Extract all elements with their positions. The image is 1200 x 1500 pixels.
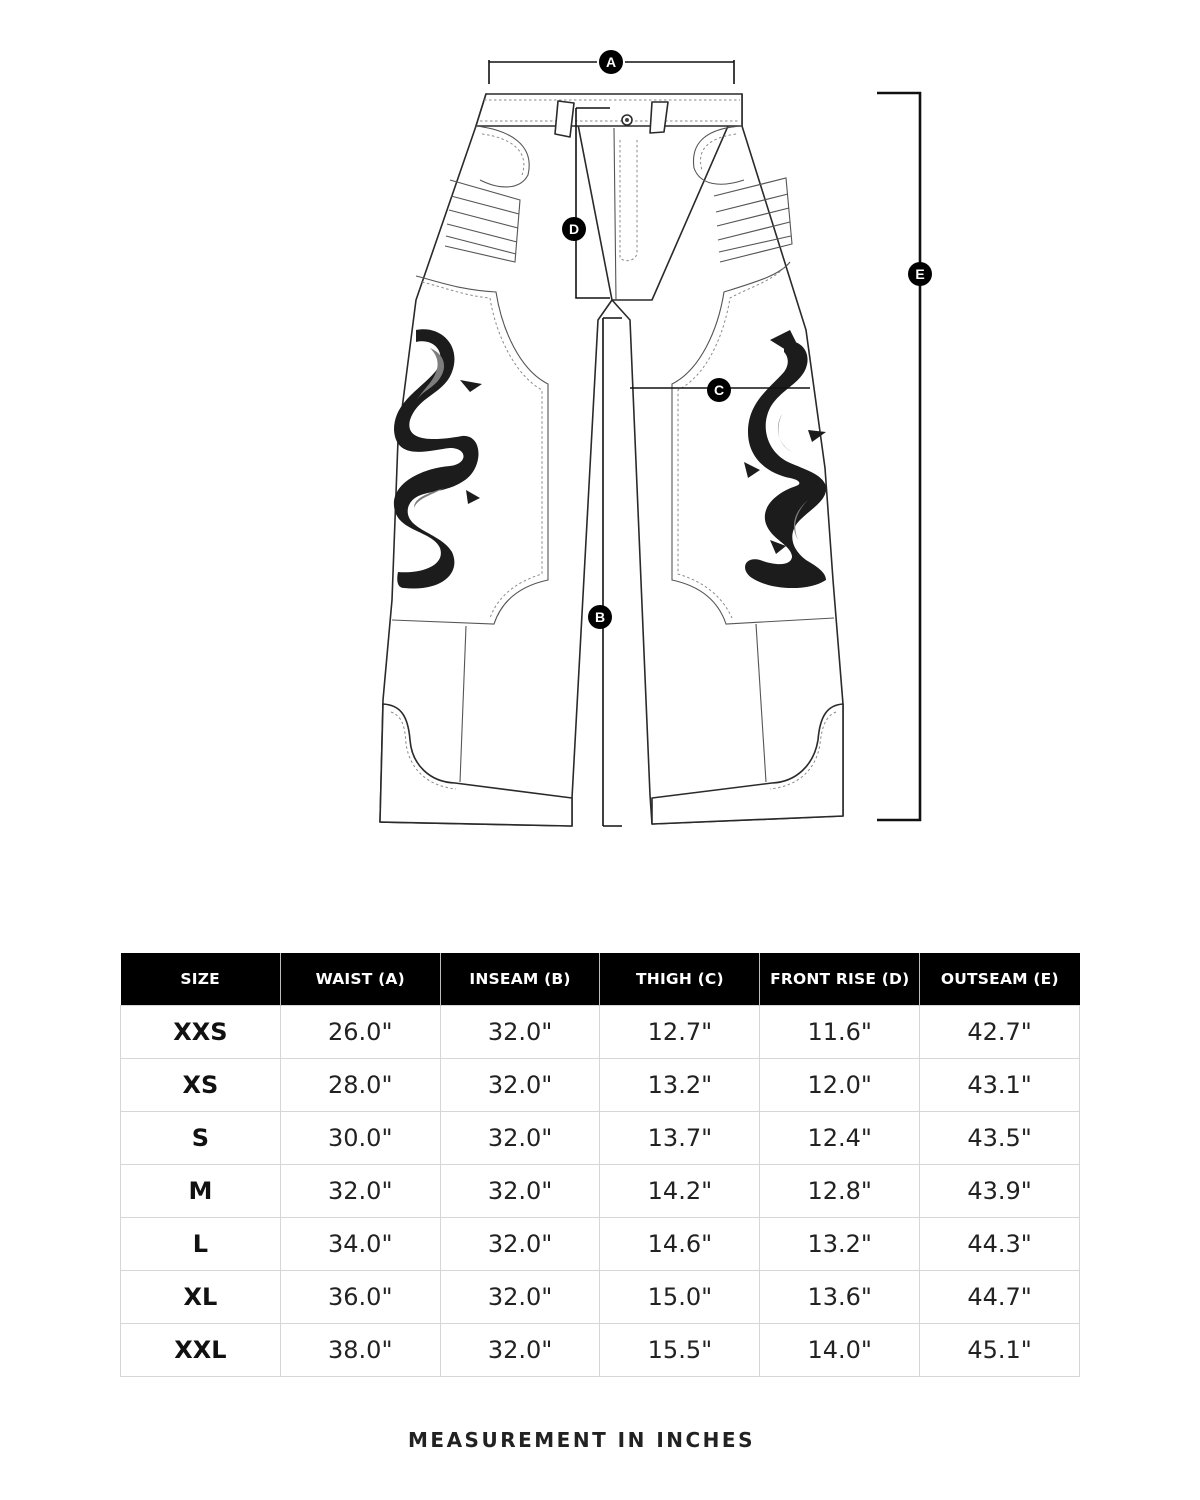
- front-rise-cell: 12.8": [760, 1165, 920, 1218]
- header-inseam: INSEAM (B): [440, 953, 600, 1006]
- measure-outseam: [877, 93, 920, 820]
- front-rise-cell: 11.6": [760, 1006, 920, 1059]
- outseam-cell: 45.1": [920, 1324, 1080, 1377]
- header-outseam: OUTSEAM (E): [920, 953, 1080, 1006]
- svg-text:C: C: [713, 382, 725, 398]
- size-cell: XS: [121, 1059, 281, 1112]
- size-cell: XXS: [121, 1006, 281, 1059]
- outseam-cell: 43.1": [920, 1059, 1080, 1112]
- outseam-cell: 44.7": [920, 1271, 1080, 1324]
- svg-text:B: B: [594, 609, 606, 625]
- table-row: [121, 1165, 1080, 1218]
- waist-cell: 34.0": [280, 1218, 440, 1271]
- waist-cell: 36.0": [280, 1271, 440, 1324]
- svg-text:D: D: [568, 221, 580, 237]
- inseam-cell: 32.0": [440, 1218, 600, 1271]
- front-rise-cell: 13.6": [760, 1271, 920, 1324]
- outseam-cell: 43.5": [920, 1112, 1080, 1165]
- svg-text:E: E: [915, 266, 925, 282]
- table-row: [121, 1271, 1080, 1324]
- table-row: [121, 1006, 1080, 1059]
- front-rise-cell: 13.2": [760, 1218, 920, 1271]
- table-header-row: [121, 953, 1080, 1006]
- thigh-cell: 13.7": [600, 1112, 760, 1165]
- thigh-cell: 12.7": [600, 1006, 760, 1059]
- size-cell: S: [121, 1112, 281, 1165]
- size-chart-table: [120, 953, 1080, 1377]
- size-cell: L: [121, 1218, 281, 1271]
- inseam-cell: 32.0": [440, 1112, 600, 1165]
- front-rise-cell: 12.0": [760, 1059, 920, 1112]
- measurement-unit-note: MEASUREMENT IN INCHES: [408, 1428, 755, 1452]
- waist-cell: 38.0": [280, 1324, 440, 1377]
- marker-badge-waist: [599, 50, 623, 74]
- table-row: [121, 1112, 1080, 1165]
- waist-cell: 30.0": [280, 1112, 440, 1165]
- inseam-cell: 32.0": [440, 1006, 600, 1059]
- marker-badge-front-rise: [562, 217, 586, 241]
- thigh-cell: 14.2": [600, 1165, 760, 1218]
- inseam-cell: 32.0": [440, 1324, 600, 1377]
- inseam-cell: 32.0": [440, 1165, 600, 1218]
- waist-cell: 26.0": [280, 1006, 440, 1059]
- thigh-cell: 15.0": [600, 1271, 760, 1324]
- size-cell: XL: [121, 1271, 281, 1324]
- size-cell: M: [121, 1165, 281, 1218]
- front-rise-cell: 12.4": [760, 1112, 920, 1165]
- header-size: SIZE: [121, 953, 281, 1006]
- header-front-rise: FRONT RISE (D): [760, 953, 920, 1006]
- inseam-cell: 32.0": [440, 1059, 600, 1112]
- marker-badge-thigh: [707, 378, 731, 402]
- thigh-cell: 13.2": [600, 1059, 760, 1112]
- header-thigh: THIGH (C): [600, 953, 760, 1006]
- waist-cell: 32.0": [280, 1165, 440, 1218]
- measure-inseam: [603, 318, 622, 826]
- outseam-cell: 42.7": [920, 1006, 1080, 1059]
- marker-badge-outseam: [908, 262, 932, 286]
- table-row: [121, 1059, 1080, 1112]
- marker-badge-inseam: [588, 605, 612, 629]
- front-rise-cell: 14.0": [760, 1324, 920, 1377]
- outseam-cell: 44.3": [920, 1218, 1080, 1271]
- waist-cell: 28.0": [280, 1059, 440, 1112]
- thigh-cell: 14.6": [600, 1218, 760, 1271]
- table-row: [121, 1218, 1080, 1271]
- header-waist: WAIST (A): [280, 953, 440, 1006]
- inseam-cell: 32.0": [440, 1271, 600, 1324]
- svg-text:A: A: [605, 54, 617, 70]
- thigh-cell: 15.5": [600, 1324, 760, 1377]
- table-row: [121, 1324, 1080, 1377]
- outseam-cell: 43.9": [920, 1165, 1080, 1218]
- size-cell: XXL: [121, 1324, 281, 1377]
